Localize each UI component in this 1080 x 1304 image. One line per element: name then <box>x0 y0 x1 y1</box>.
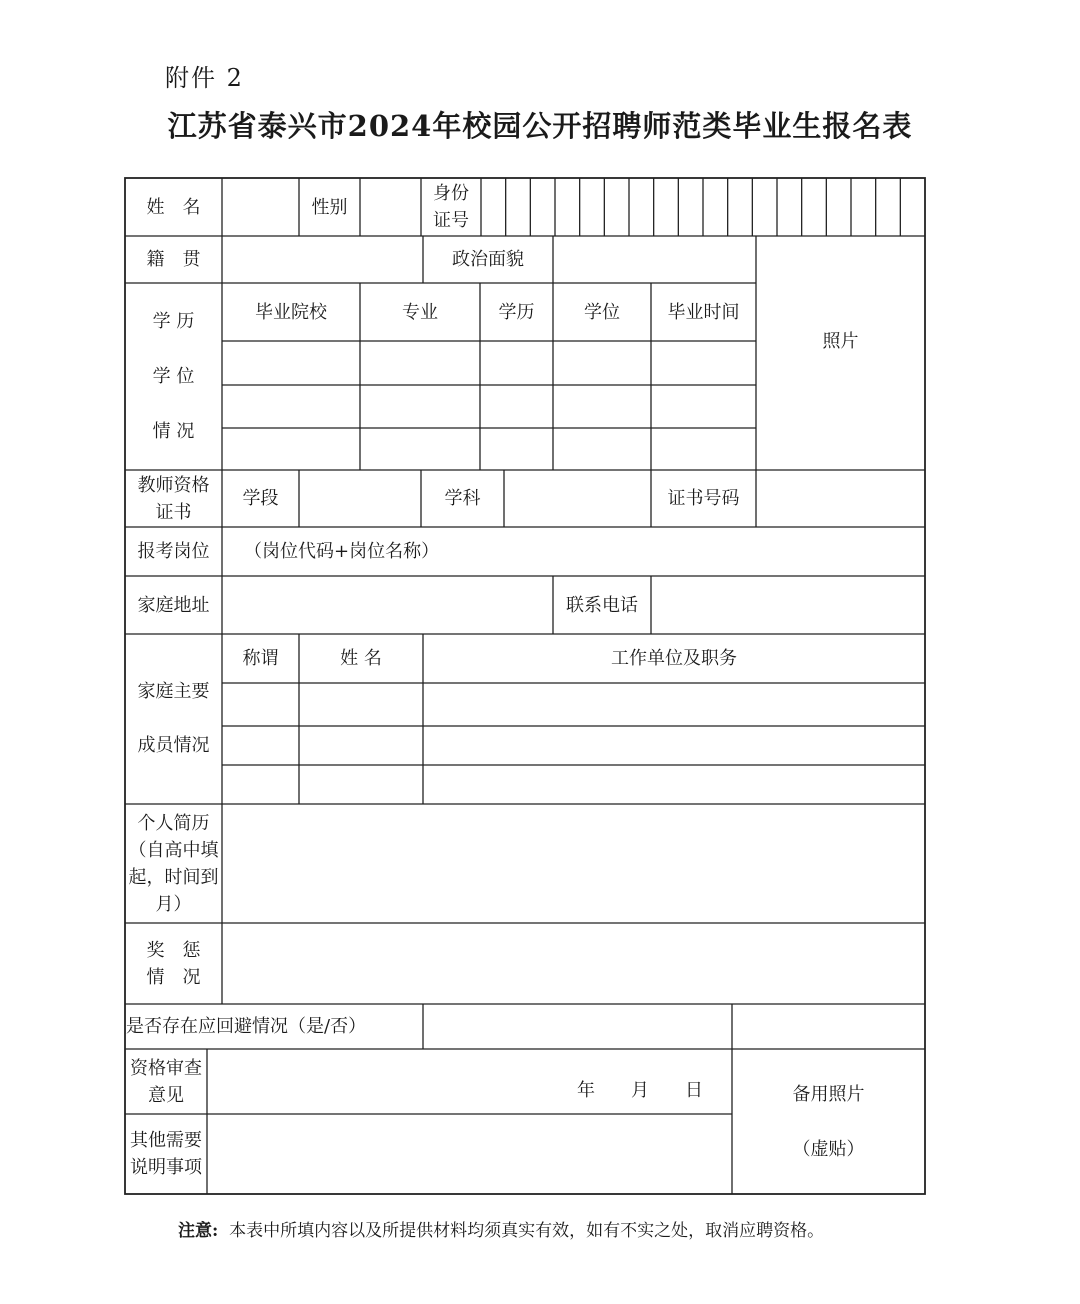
review-date: 年 月 日 <box>577 1079 703 1101</box>
education-entries[interactable] <box>222 341 756 470</box>
rewards-label-line2: 情 况 <box>146 966 201 988</box>
id-number-label-line2: 证号 <box>433 210 469 231</box>
review-label-line2: 意见 <box>148 1084 184 1106</box>
footer-note <box>178 1216 824 1241</box>
teacher-cert-label <box>125 470 222 527</box>
id-number-label-line1: 身份 <box>433 183 469 204</box>
relation-header: 称谓 <box>242 648 279 669</box>
position-label: 报考岗位 <box>137 541 210 562</box>
address-label: 家庭地址 <box>137 594 210 616</box>
phone-input[interactable] <box>651 576 925 634</box>
major-header: 专业 <box>402 301 438 323</box>
rewards-label <box>125 923 222 1004</box>
degree-level-header: 学历 <box>498 301 535 323</box>
cert-number-input[interactable] <box>756 470 925 527</box>
other-label-line2: 说明事项 <box>130 1157 202 1178</box>
education-label-line2: 学 位 <box>152 366 195 387</box>
review-label-line1: 资格审查 <box>130 1057 202 1079</box>
school-header: 毕业院校 <box>255 301 327 323</box>
gender-input[interactable] <box>360 178 421 236</box>
rewards-label-line1: 奖 惩 <box>146 939 201 961</box>
native-place-label: 籍 贯 <box>146 249 201 270</box>
attachment-label: 附件 2 <box>165 64 244 92</box>
footer-note-label: 注意: <box>178 1221 219 1241</box>
avoidance-label: 是否存在应回避情况（是/否） <box>126 1016 367 1037</box>
stage-input[interactable] <box>299 470 421 527</box>
political-status-label: 政治面貌 <box>452 249 524 270</box>
spare-photo-label: 备用照片 <box>792 1083 865 1105</box>
education-label <box>125 283 222 470</box>
resume-label-line2: （自高中填 <box>128 839 219 861</box>
address-input[interactable] <box>222 576 553 634</box>
avoidance-extra-input[interactable] <box>732 1004 925 1049</box>
photo-label: 照片 <box>822 330 859 352</box>
grad-time-header: 毕业时间 <box>667 301 740 323</box>
phone-label: 联系电话 <box>566 594 638 616</box>
name-input[interactable] <box>222 178 299 236</box>
teacher-cert-label-line1: 教师资格 <box>137 474 210 496</box>
education-label-line3: 情 况 <box>152 421 195 442</box>
degree-header: 学位 <box>584 301 620 323</box>
rewards-input[interactable] <box>222 923 925 1004</box>
other-label <box>125 1114 207 1194</box>
resume-label <box>125 804 222 923</box>
resume-label-line3: 起，时间到 <box>128 866 219 888</box>
footer-note-text: 本表中所填内容以及所提供材料均须真实有效，如有不实之处，取消应聘资格。 <box>229 1221 825 1241</box>
spare-photo-note: （虚贴） <box>792 1138 865 1160</box>
form-title: 江苏省泰兴市2024年校园公开招聘师范类毕业生报名表 <box>167 109 913 143</box>
gender-label: 性别 <box>311 196 348 218</box>
subject-label: 学科 <box>444 488 481 509</box>
id-number-label <box>421 178 481 236</box>
resume-input[interactable] <box>222 804 925 923</box>
position-hint: （岗位代码+岗位名称） <box>244 541 440 562</box>
cert-number-label: 证书号码 <box>667 488 740 509</box>
position-input[interactable] <box>240 527 924 576</box>
family-label-line1: 家庭主要 <box>137 681 210 702</box>
resume-label-line1: 个人简历 <box>137 812 210 834</box>
subject-input[interactable] <box>504 470 651 527</box>
native-place-input[interactable] <box>222 236 423 283</box>
teacher-cert-label-line2: 证书 <box>155 501 192 523</box>
spare-photo-area[interactable] <box>732 1049 925 1194</box>
other-input[interactable] <box>207 1114 732 1194</box>
review-label <box>125 1049 207 1114</box>
stage-label: 学段 <box>242 488 279 509</box>
education-label-line1: 学 历 <box>152 311 195 332</box>
resume-label-line4: 月） <box>155 893 192 915</box>
photo-area[interactable] <box>756 236 925 446</box>
name-label: 姓 名 <box>146 196 201 218</box>
avoidance-input[interactable] <box>423 1004 732 1049</box>
family-label-line2: 成员情况 <box>137 735 210 756</box>
other-label-line1: 其他需要 <box>130 1130 202 1151</box>
work-unit-header: 工作单位及职务 <box>611 648 737 669</box>
family-label <box>125 634 222 804</box>
member-name-header: 姓 名 <box>340 648 382 669</box>
family-entries[interactable] <box>222 683 925 804</box>
political-status-input[interactable] <box>553 236 756 283</box>
